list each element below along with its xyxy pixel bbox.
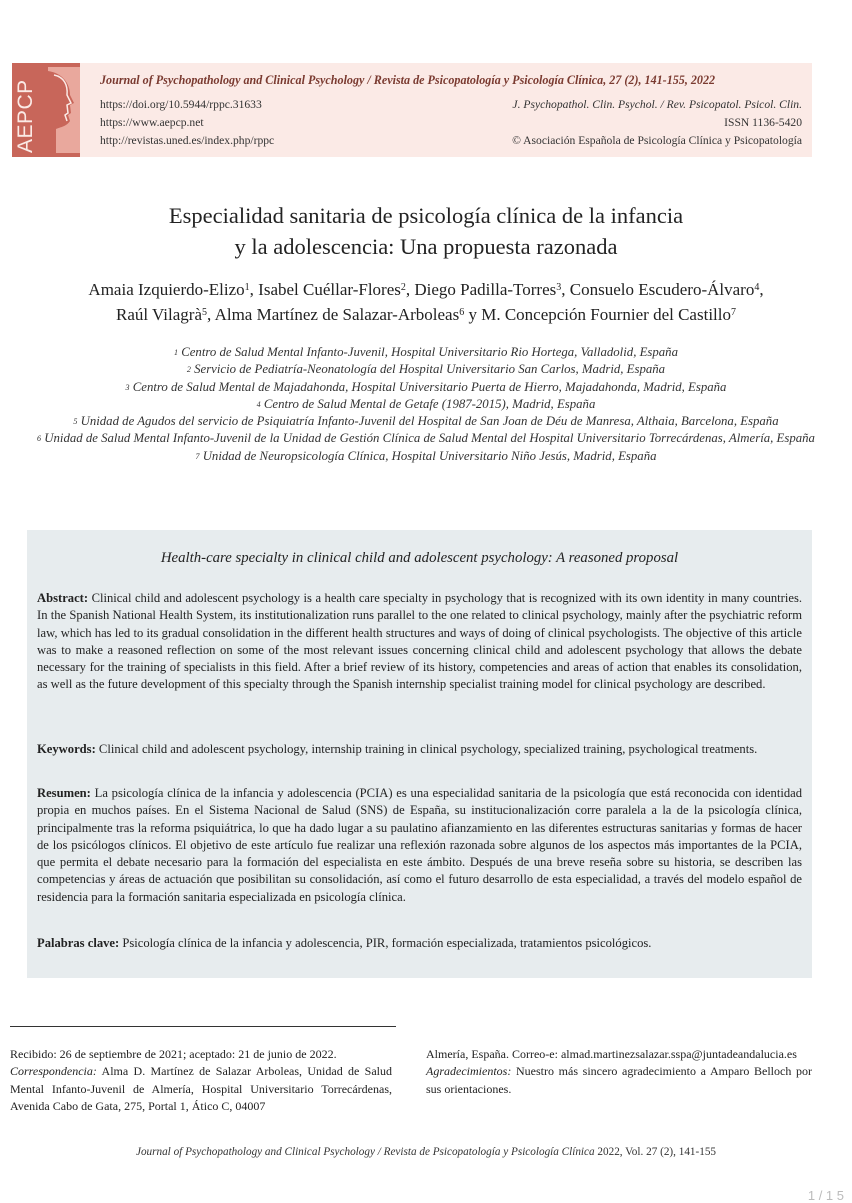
- page-number-indicator: 1 / 1 5: [807, 1188, 844, 1203]
- english-title: Health-care specialty in clinical child and adolescent psychology: A reasoned proposal: [160, 550, 679, 566]
- journal-url-link[interactable]: http://revistas.uned.es/index.php/rppc: [100, 134, 275, 147]
- author-affiliation-number: 6: [459, 307, 465, 318]
- palabras-text: Psicología clínica de la infancia y adolescencia, PIR, formación especializada, tratamientos psicológicos.: [122, 936, 652, 950]
- author-name: Alma Martínez de Salazar-Arboleas: [214, 305, 460, 324]
- correspondence-label: Correspondencia:: [10, 1064, 97, 1079]
- article-title: [40, 200, 812, 262]
- author-affiliation-number: 5: [202, 307, 208, 318]
- palabras-paragraph: [37, 935, 802, 952]
- affiliation-list: [10, 344, 842, 465]
- affiliation-item: [10, 430, 842, 447]
- copyright: © Asociación Española de Psicología Clínica y Psicopatología: [512, 134, 802, 147]
- affiliation-item: [10, 448, 842, 465]
- affiliation-number: 7: [195, 451, 200, 461]
- author-affiliation-number: 3: [556, 282, 562, 293]
- author-separator: ,: [207, 305, 215, 324]
- resumen-paragraph: [37, 785, 802, 906]
- journal-header: [12, 63, 812, 157]
- footnote-right: [426, 1046, 812, 1098]
- affiliation-item: [10, 344, 842, 361]
- acknowledgments-text: Nuestro más sincero agradecimiento a Amparo Belloch por sus orientaciones.: [426, 1064, 813, 1096]
- title-line-2: y la adolescencia: Una propuesta razonada: [234, 234, 618, 259]
- affiliation-item: [10, 396, 842, 413]
- footnote-left: [10, 1046, 392, 1115]
- journal-line: Journal of Psychopathology and Clinical Psychology / Revista de Psicopatología y Psicología Clínica, 27 (2), 141-155, 2022: [100, 73, 716, 87]
- resumen-label: Resumen:: [37, 786, 91, 800]
- affiliation-number: 4: [256, 399, 261, 409]
- affiliation-number: 1: [174, 348, 178, 357]
- affiliation-item: [10, 361, 842, 378]
- author-separator: ,: [249, 280, 259, 299]
- footer-issue: 2022, Vol. 27 (2), 141-155: [597, 1146, 717, 1158]
- footer-journal: [0, 1146, 852, 1158]
- author-separator: ,: [759, 280, 764, 299]
- affiliation-item: [10, 379, 842, 396]
- affiliation-text: Servicio de Pediatría-Neonatología del Hospital Universitario San Carlos, Madrid, España: [194, 362, 666, 377]
- keywords-paragraph: [37, 741, 802, 758]
- affiliation-text: Unidad de Neuropsicología Clínica, Hospital Universitario Niño Jesús, Madrid, España: [202, 448, 657, 463]
- author-list: [10, 277, 842, 327]
- abstract-label: Abstract:: [37, 591, 89, 605]
- author-affiliation-number: 7: [731, 307, 736, 318]
- keywords-label: Keywords:: [37, 742, 96, 756]
- abstract-paragraph: [37, 590, 802, 694]
- author-name: M. Concepción Fournier del Castillo: [481, 305, 731, 324]
- affiliation-number: 2: [186, 365, 191, 375]
- received-dates: Recibido: 26 de septiembre de 2021; aceptado: 21 de junio de 2022.: [10, 1047, 337, 1061]
- affiliation-text: Centro de Salud Mental Infanto-Juvenil, Hospital Universitario Rio Hortega, Valladolid, España: [181, 345, 678, 359]
- logo-text: AEPCP: [14, 79, 37, 153]
- aepcp-logo: [12, 63, 80, 157]
- author-name: Diego Padilla-Torres: [414, 280, 557, 299]
- affiliation-text: Unidad de Salud Mental Infanto-Juvenil de la Unidad de Gestión Clínica de Salud Mental del Hospital Universitario Torrecárdenas, Almería, España: [44, 431, 815, 446]
- affiliation-text: Unidad de Agudos del servicio de Psiquiatría Infanto-Juvenil del Hospital de San Joan de Déu de Manresa, Althaia, Barcelona, España: [80, 414, 779, 429]
- affiliation-number: 6: [37, 434, 42, 444]
- title-line-1: Especialidad sanitaria de psicología clínica de la infancia: [168, 203, 684, 228]
- resumen-text: La psicología clínica de la infancia y adolescencia (PCIA) es una especialidad sanitaria de la psicología que está reconocida con identidad propia en muchos países. En el Sistema Nacional de Salud (SNS) de España, su institucionalización corre paralela a la de la psicología clínica, principalmente tras la reforma psiquiátrica, lo que ha dado lugar a su paulatino afianzamiento en las diferentes estructuras sanitarias y formas de hacer de los psicólogos clínicos. El objetivo de este artículo fue realizar una reflexión razonada sobre algunos de los aspectos más importantes de la PCIA, que permita el debate necesario para la formación del especialista en este ámbito. Después de una breve reseña sobre su historia, se describen las competencias y áreas de actuación que posibilitan su consolidación, así como el futuro desarrollo de esta especialidad, a través del modelo español de residencia para la formación sanitaria especializada en psicología clínica.: [37, 786, 802, 904]
- website-link[interactable]: https://www.aepcp.net: [100, 116, 204, 129]
- affiliation-number: 3: [125, 382, 130, 392]
- author-separator: y: [464, 305, 482, 324]
- journal-abbrev: J. Psychopathol. Clin. Psychol. / Rev. Psicopatol. Psicol. Clin.: [512, 98, 802, 111]
- affiliation-text: Centro de Salud Mental de Majadahonda, Hospital Universitario Puerta de Hierro, Majadahonda, Madrid, España: [132, 379, 727, 394]
- abstract-text: Clinical child and adolescent psychology is a health care specialty in psychology that is recognized with its own identity in many countries. In the Spanish National Health System, its institutionalization runs parallel to the one related to clinical psychology, mainly after the psychiatric reform law, which has led to its gradual consolidation in the different health structures and ways of doing of clinical psychologists. The objective of this article was to make a reasoned reflection on some of the most relevant issues concerning clinical child and adolescent psychology that allows the debate necessary for the training of specialists in this field. After a brief review of its history, competencies and areas of action that enables its consolidation, as well as the future development of this specialty through the Spanish internship specialist training model for clinical psychology are described.: [37, 591, 803, 692]
- issn: ISSN 1136-5420: [724, 116, 802, 129]
- footnote-rule: [10, 1026, 396, 1027]
- doi-link[interactable]: https://doi.org/10.5944/rppc.31633: [100, 98, 262, 111]
- footer-journal-name: Journal of Psychopathology and Clinical Psychology / Revista de Psicopatología y Psicología Clínica: [135, 1146, 595, 1158]
- acknowledgments-label: Agradecimientos:: [426, 1064, 512, 1079]
- author-name: Amaia Izquierdo-Elizo: [88, 280, 245, 299]
- author-affiliation-number: 1: [244, 282, 250, 293]
- correspondence-text: Alma D. Martínez de Salazar Arboleas, Unidad de Salud Mental Infanto-Juvenil de Almería, Hospital Universitario Torrecárdenas, Avenida Cabo de Gata, 275, Portal 1, Ático C, 04007: [10, 1064, 392, 1113]
- author-name: Isabel Cuéllar-Flores: [258, 280, 401, 299]
- affiliation-text: Centro de Salud Mental de Getafe (1987-2015), Madrid, España: [263, 396, 596, 411]
- abstract-box: [27, 530, 812, 978]
- correspondence-email: Almería, España. Correo-e: almad.martinezsalazar.sspa@juntadeandalucia.es: [426, 1047, 797, 1061]
- palabras-label: Palabras clave:: [37, 936, 120, 950]
- author-name: Raúl Vilagrà: [116, 305, 203, 324]
- author-name: Consuelo Escudero-Álvaro: [569, 280, 755, 299]
- author-separator: ,: [561, 280, 570, 299]
- affiliation-number: 5: [73, 417, 78, 427]
- author-affiliation-number: 4: [754, 282, 760, 293]
- keywords-text: Clinical child and adolescent psychology, internship training in clinical psychology, specialized training, psychological treatments.: [98, 742, 758, 756]
- author-separator: ,: [405, 280, 415, 299]
- head-profile-icon: [40, 67, 80, 153]
- author-affiliation-number: 2: [400, 282, 406, 293]
- affiliation-item: [10, 413, 842, 430]
